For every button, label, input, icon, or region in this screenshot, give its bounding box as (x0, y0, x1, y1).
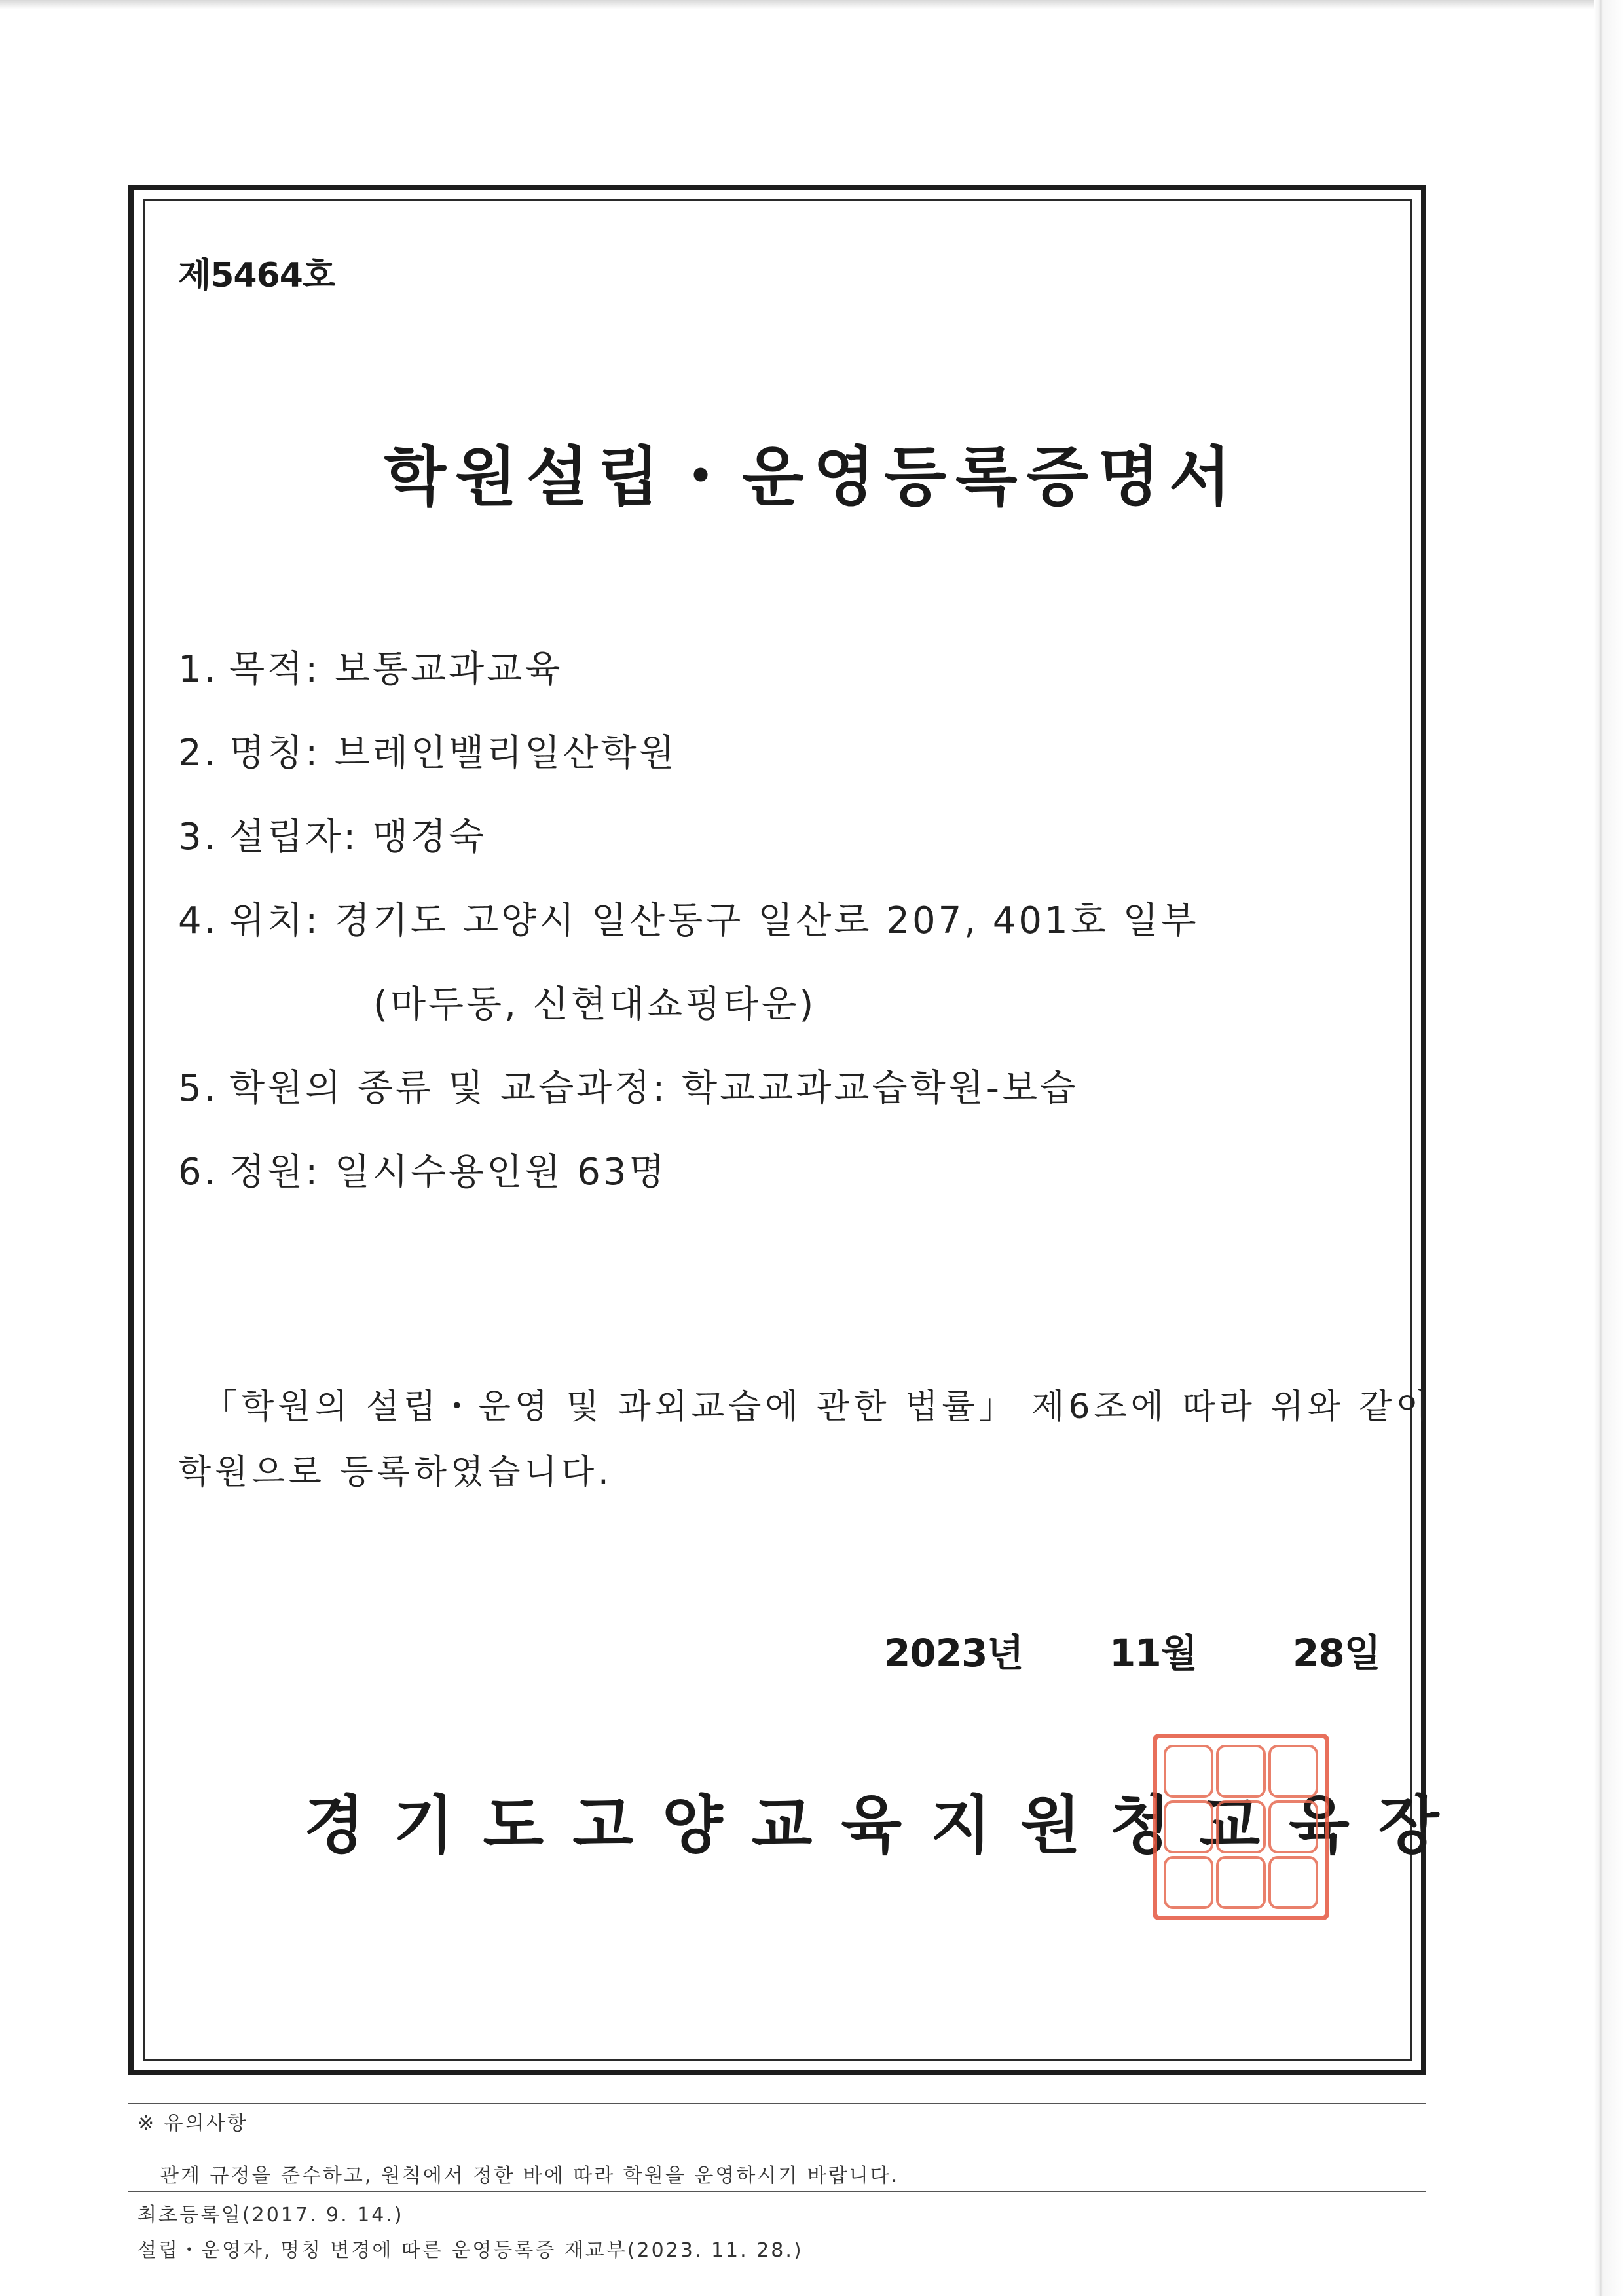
seal-glyph (1164, 1800, 1213, 1853)
scan-edge-top (0, 0, 1624, 9)
item-number: 6. (178, 1151, 219, 1194)
item-number: 1. (178, 648, 219, 691)
item-number: 4. (178, 900, 219, 942)
first-registration-date: 최초등록일(2017. 9. 14.) (138, 2204, 404, 2227)
seal-glyph (1216, 1800, 1266, 1853)
seal-glyph (1216, 1856, 1266, 1909)
certificate-title: 학원설립・운영등록증명서 (384, 440, 1240, 515)
date-day: 28일 (1293, 1631, 1380, 1675)
item-location-detail: (마두동, 신현대쇼핑타운) (373, 983, 817, 1026)
seal-glyph (1268, 1800, 1318, 1853)
seal-glyph (1216, 1745, 1266, 1798)
item-founder (178, 808, 487, 860)
item-number: 3. (178, 816, 219, 858)
serial-number: 제5464호 (178, 256, 335, 295)
notes-heading: ※ 유의사항 (138, 2112, 248, 2135)
issuer-name: 경기도고양교육지원청교육장 (304, 1789, 1468, 1862)
scan-edge-right (1594, 0, 1624, 2296)
body-line-2: 학원으로 등록하였습니다. (178, 1453, 613, 1492)
item-number: 5. (178, 1067, 219, 1110)
notes-divider-top (128, 2103, 1426, 2104)
notes-divider-bottom (128, 2191, 1426, 2192)
item-text: 목적: 보통교과교육 (229, 648, 563, 691)
item-text: 위치: 경기도 고양시 일산동구 일산로 207, 401호 일부 (229, 900, 1199, 942)
item-location (178, 892, 1199, 944)
official-seal-stamp (1153, 1734, 1329, 1920)
item-type (178, 1059, 1078, 1112)
item-name (178, 724, 677, 776)
item-text: 명칭: 브레인밸리일산학원 (229, 732, 677, 774)
seal-glyph (1268, 1856, 1318, 1909)
date-month: 11월 (1109, 1631, 1197, 1675)
seal-glyph (1268, 1745, 1318, 1798)
item-capacity (178, 1143, 667, 1195)
seal-glyph (1164, 1856, 1213, 1909)
item-purpose (178, 640, 563, 693)
body-line-1: 「학원의 설립・운영 및 과외교습에 관한 법률」 제6조에 따라 위와 같이 (203, 1387, 1433, 1427)
item-text: 정원: 일시수용인원 63명 (229, 1151, 667, 1194)
seal-glyph (1164, 1745, 1213, 1798)
item-text: 설립자: 맹경숙 (229, 816, 487, 858)
date-year: 2023년 (884, 1631, 1024, 1675)
item-number: 2. (178, 732, 219, 774)
reissue-note: 설립・운영자, 명칭 변경에 따른 운영등록증 재교부(2023. 11. 28.) (138, 2239, 803, 2262)
notes-line: 관계 규정을 준수하고, 원칙에서 정한 바에 따라 학원을 운영하시기 바랍니다. (160, 2164, 900, 2187)
item-text: 학원의 종류 및 교습과정: 학교교과교습학원-보습 (229, 1067, 1079, 1110)
